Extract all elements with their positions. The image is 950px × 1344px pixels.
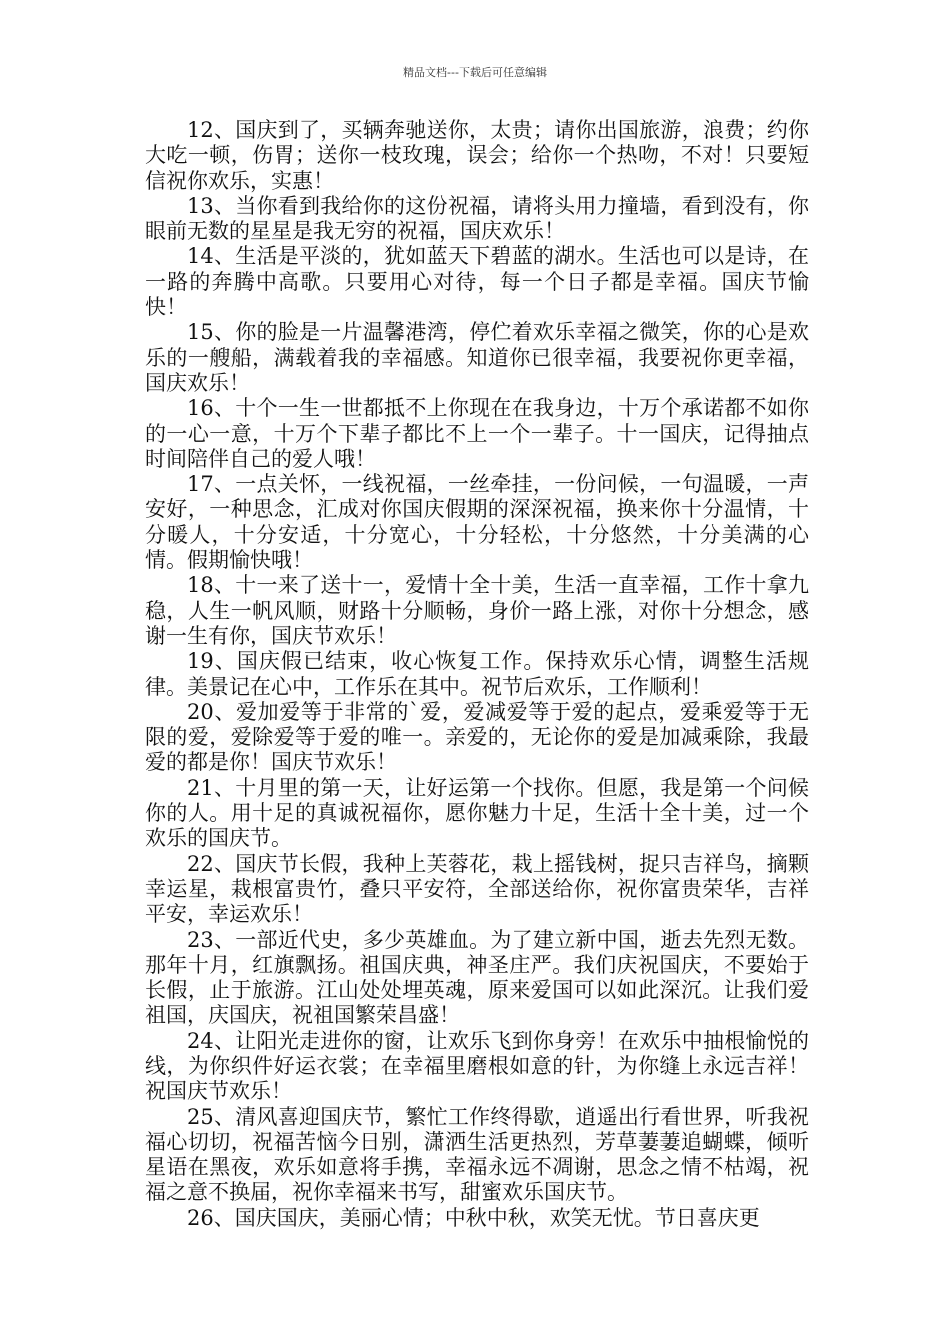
- paragraph-21: 21、十月里的第一天，让好运第一个找你。但愿，我是第一个问候你的人。用十足的真诚祝福你，愿你魅力十足，生活十全十美，过一个欢乐的国庆节。: [145, 775, 809, 851]
- paragraph-20: 20、爱加爱等于非常的`爱，爱减爱等于爱的起点，爱乘爱等于无限的爱，爱除爱等于爱的唯一。亲爱的，无论你的爱是加减乘除，我最爱的都是你！国庆节欢乐！: [145, 699, 809, 775]
- paragraph-14: 14、生活是平淡的，犹如蓝天下碧蓝的湖水。生活也可以是诗，在一路的奔腾中高歌。只要用心对待，每一个日子都是幸福。国庆节愉快！: [145, 244, 809, 320]
- paragraph-26: 26、国庆国庆，美丽心情；中秋中秋，欢笑无忧。节日喜庆更: [187, 1205, 760, 1230]
- paragraph-18: 18、十一来了送十一，爱情十全十美，生活一直幸福，工作十拿九稳，人生一帆风顺，财路十分顺畅，身价一路上涨，对你十分想念，感谢一生有你，国庆节欢乐！: [145, 573, 809, 648]
- paragraph-19: 19、国庆假已结束，收心恢复工作。保持欢乐心情，调整生活规律。美景记在心中，工作乐在其中。祝节后欢乐，工作顺利！: [145, 649, 809, 699]
- paragraph-13: 13、当你看到我给你的这份祝福，请将头用力撞墙，看到没有，你眼前无数的星星是我无穷的祝福，国庆欢乐！: [145, 193, 809, 244]
- paragraph-16: 16、十个一生一世都抵不上你现在在我身边，十万个承诺都不如你的一心一意，十万个下辈子都比不上一个一辈子。十一国庆，记得抽点时间陪伴自己的爱人哦！: [145, 396, 809, 471]
- page-header: 精品文档---下载后可任意编辑: [403, 66, 547, 79]
- paragraph-25: 25、清风喜迎国庆节，繁忙工作终得歇，逍遥出行看世界，听我祝福心切切，祝福苦恼今日别，潇洒生活更热烈，芳草萋萋追蝴蝶，倾听星语在黑夜，欢乐如意将手携，幸福永远不凋谢，思念之情不枯竭，祝福之意不换届，祝你幸福来书写，甜蜜欢乐国庆节。: [145, 1104, 809, 1205]
- paragraph-15: 15、你的脸是一片温馨港湾，停伫着欢乐幸福之微笑，你的心是欢乐的一艘船，满载着我的幸福感。知道你已很幸福，我要祝你更幸福，国庆欢乐！: [145, 320, 809, 395]
- paragraph-12: 12、国庆到了，买辆奔驰送你，太贵；请你出国旅游，浪费；约你大吃一顿，伤胃；送你一枝玫瑰，误会；给你一个热吻，不对！只要短信祝你欢乐，实惠！: [145, 118, 809, 193]
- paragraph-24: 24、让阳光走进你的窗，让欢乐飞到你身旁！在欢乐中抽根愉悦的线，为你织件好运衣裳；在幸福里磨根如意的针，为你缝上永远吉祥！祝国庆节欢乐！: [145, 1028, 809, 1104]
- document-body: [145, 118, 809, 1231]
- paragraph-17: 17、一点关怀，一线祝福，一丝牵挂，一份问候，一句温暖，一声安好，一种思念，汇成对你国庆假期的深深祝福，换来你十分温情，十分暖人，十分安适，十分宽心，十分轻松，十分悠然，十分美满的心情。假期愉快哦！: [145, 472, 809, 573]
- paragraph-22: 22、国庆节长假，我种上芙蓉花，栽上摇钱树，捉只吉祥鸟，摘颗幸运星，栽根富贵竹，叠只平安符，全部送给你，祝你富贵荣华，吉祥平安，幸运欢乐！: [145, 851, 809, 927]
- paragraph-23: 23、一部近代史，多少英雄血。为了建立新中国，逝去先烈无数。那年十月，红旗飘扬。祖国庆典，神圣庄严。我们庆祝国庆，不要始于长假，止于旅游。江山处处埋英魂，原来爱国可以如此深沉。让我们爱祖国，庆国庆，祝祖国繁荣昌盛！: [145, 927, 809, 1028]
